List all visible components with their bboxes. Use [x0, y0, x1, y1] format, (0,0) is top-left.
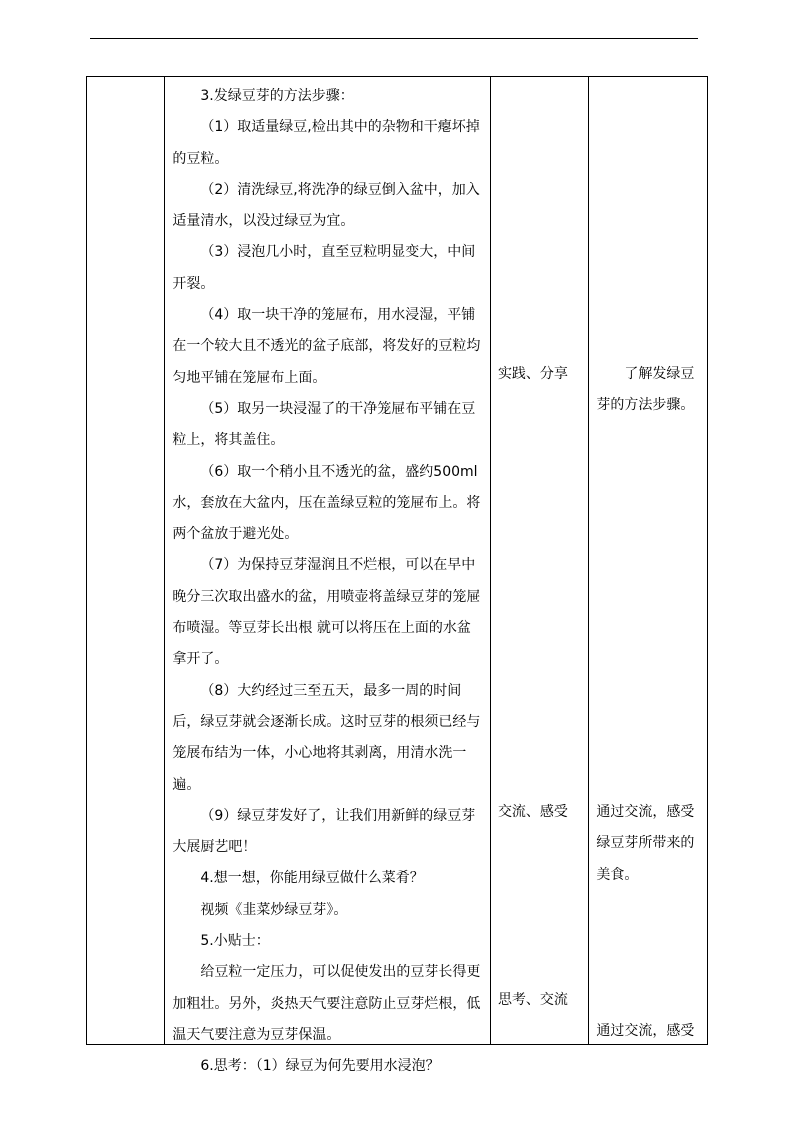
stage-cell — [87, 77, 165, 1045]
activity-exchange-feel: 交流、感受 — [497, 804, 568, 820]
intent-exchange: 通过交流，感受 — [596, 1023, 695, 1039]
activity-practice-share: 实践、分享 — [497, 366, 568, 382]
tips-heading: 5.小贴士： — [200, 933, 270, 950]
lesson-plan-table — [86, 76, 708, 1075]
table-row — [87, 77, 708, 1045]
step-1: （1）取适量绿豆,检出其中的杂物和干瘪坏掉的豆粒。 — [172, 119, 480, 167]
header-rule — [90, 38, 698, 39]
step-9: （9）绿豆芽发好了，让我们用新鲜的绿豆芽大展厨艺吧！ — [172, 807, 476, 856]
intent-cell — [589, 77, 708, 1045]
activity-think-exchange: 思考、交流 — [497, 992, 568, 1008]
tips-body: 给豆粒一定压力，可以促使发出的豆芽长得更加粗壮。另外，炎热天气要注意防止豆芽烂根，低温天气要注意为豆芽保温。 — [172, 964, 481, 1043]
think-question: 4.想一想，你能用绿豆做什么菜肴？ — [200, 870, 424, 887]
step-7: （7）为保持豆芽湿润且不烂根，可以在早中晚分三次取出盛水的盆，用喷壶将盖绿豆芽的笼屉布喷湿。等豆芽长出根 就可以将压在上面的水盆拿开了。 — [172, 557, 481, 668]
intent-feel-food: 通过交流，感受绿豆芽所带来的美食。 — [596, 804, 695, 883]
step-2: （2）清洗绿豆,将洗净的绿豆倒入盆中，加入适量清水，以没过绿豆为宜。 — [172, 181, 480, 230]
steps-heading: 3.发绿豆芽的方法步骤： — [200, 88, 354, 104]
content-cell — [165, 77, 491, 1075]
step-6: （6）取一个稍小且不透光的盆，盛约500ml水，套放在大盆内，压在盖绿豆粒的笼屉布上。将两个盆放于避光处。 — [172, 463, 481, 543]
step-5: （5）取另一块浸湿了的干净笼屉布平铺在豆粒上，将其盖住。 — [172, 400, 476, 449]
step-3: （3）浸泡几小时，直至豆粒明显变大，中间开裂。 — [172, 244, 476, 292]
reflect-question: 6.思考：（1）绿豆为何先要用水浸泡？ — [200, 1058, 440, 1075]
video-title: 视频《韭菜炒绿豆芽》。 — [200, 901, 348, 918]
step-8: （8）大约经过三至五天，最多一周的时间后，绿豆芽就会逐渐长成。这时豆芽的根须已经与笼展布结为一体，小心地将其剥离，用清水洗一遍。 — [172, 682, 481, 793]
content-steps — [165, 77, 490, 1083]
activity-cell — [490, 77, 588, 1045]
step-4: （4）取一块干净的笼屉布，用水浸湿，平铺在一个较大且不透光的盆子底部，将发好的豆粒均匀地平铺在笼屉布上面。 — [172, 307, 481, 386]
intent-learn-steps: 了解发绿豆芽的方法步骤。 — [596, 366, 695, 414]
